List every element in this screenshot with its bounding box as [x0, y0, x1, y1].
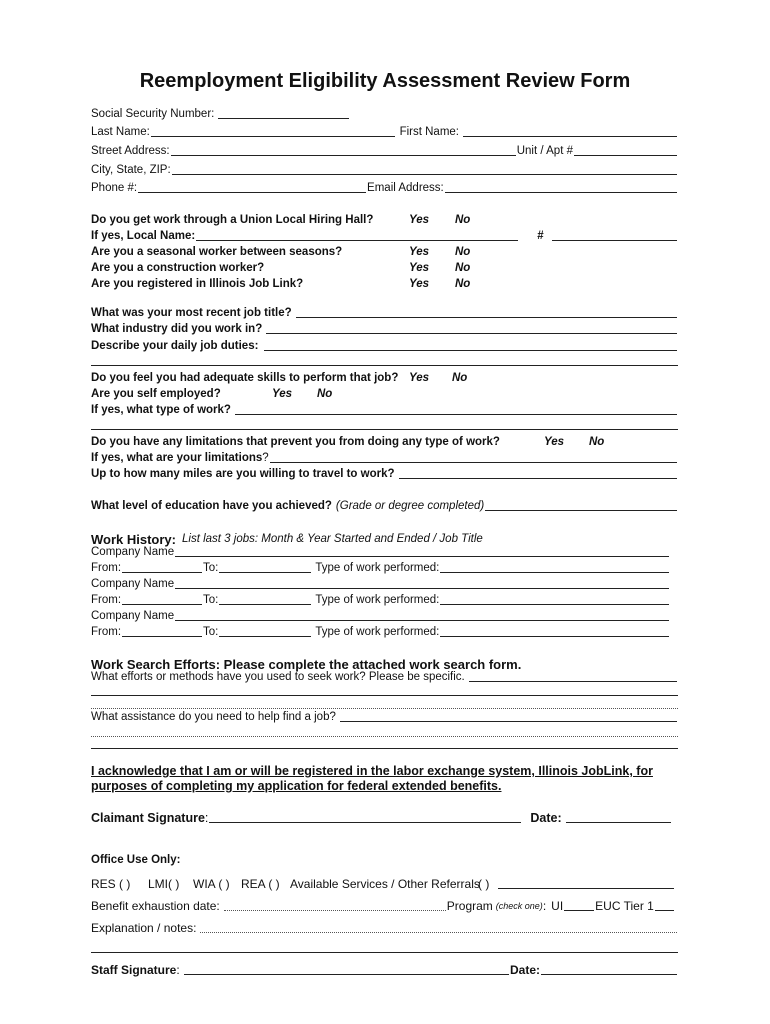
duties-field-2[interactable]	[91, 365, 678, 366]
seasonal-row	[91, 244, 678, 259]
from-field-1[interactable]	[122, 562, 202, 573]
limitations-yes[interactable]: Yes	[544, 436, 565, 448]
travel-field[interactable]	[399, 468, 677, 479]
street-label: Street Address:	[91, 145, 170, 157]
benefit-label: Benefit exhaustion date:	[91, 899, 220, 913]
check-one-label: (check one)	[495, 901, 543, 911]
work-type-field[interactable]	[235, 404, 677, 415]
euc-label: EUC Tier 1	[595, 899, 654, 913]
local-name-field[interactable]	[196, 230, 518, 241]
duties-label: Describe your daily job duties:	[91, 340, 259, 352]
assistance-label: What assistance do you need to help find a job?	[91, 711, 336, 723]
to-label-3: To:	[203, 626, 219, 638]
local-number-field[interactable]	[552, 230, 677, 241]
unit-label: Unit / Apt #	[516, 145, 573, 157]
street-row	[91, 143, 678, 158]
seasonal-label: Are you a seasonal worker between seasons?	[91, 246, 343, 258]
company-row-3	[91, 608, 670, 623]
dates-row-2	[91, 592, 670, 607]
efforts-field-2[interactable]	[91, 695, 678, 696]
ui-label: UI	[551, 899, 564, 913]
type-field-3[interactable]	[440, 626, 669, 637]
phone-row	[91, 180, 678, 195]
page-title: Reemployment Eligibility Assessment Review Form	[139, 70, 631, 92]
local-name-label: If yes, Local Name:	[91, 230, 196, 242]
benefit-row	[91, 898, 675, 913]
travel-label: Up to how many miles are you willing to travel to work?	[91, 468, 395, 480]
dates-row-3	[91, 624, 670, 639]
type-field-1[interactable]	[440, 562, 669, 573]
type-label-1: Type of work performed:	[315, 562, 440, 574]
local-number-label: #	[537, 230, 544, 242]
acknowledgement-text: I acknowledge that I am or will be registered in the labor exchange system, Illinois JobLink, for purposes of completing my application for federal extended benefits.	[91, 764, 653, 793]
company-label-1: Company Name	[91, 546, 175, 558]
education-row	[91, 498, 678, 513]
seasonal-no[interactable]: No	[455, 246, 471, 258]
joblink-no[interactable]: No	[455, 278, 471, 290]
explanation-field[interactable]	[200, 922, 677, 933]
skills-no[interactable]: No	[452, 372, 468, 384]
company-field-1[interactable]	[175, 546, 669, 557]
industry-label: What industry did you work in?	[91, 323, 263, 335]
office-use-heading: Office Use Only:	[91, 854, 181, 866]
claimant-signature-field[interactable]	[209, 812, 521, 823]
program-label: Program	[446, 899, 493, 913]
ui-field[interactable]	[564, 900, 594, 911]
city-row	[91, 162, 678, 177]
phone-label: Phone #:	[91, 182, 138, 194]
construction-yes[interactable]: Yes	[409, 262, 430, 274]
to-label-2: To:	[203, 594, 219, 606]
travel-row	[91, 466, 678, 481]
job-title-label: What was your most recent job title?	[91, 307, 292, 319]
company-row-1	[91, 544, 670, 559]
claimant-signature-row	[91, 808, 672, 825]
work-type-row	[91, 402, 678, 417]
joblink-row	[91, 276, 678, 291]
company-label-2: Company Name	[91, 578, 175, 590]
job-title-field[interactable]	[296, 307, 677, 318]
assistance-field[interactable]	[340, 711, 677, 722]
assistance-field-2[interactable]	[91, 736, 678, 737]
company-row-2	[91, 576, 670, 591]
type-field-2[interactable]	[440, 594, 669, 605]
claimant-date-field[interactable]	[566, 812, 671, 823]
seasonal-yes[interactable]: Yes	[409, 246, 430, 258]
efforts-row	[91, 669, 678, 684]
work-history-subtitle: List last 3 jobs: Month & Year Started and Ended / Job Title	[182, 533, 483, 545]
from-field-2[interactable]	[122, 594, 202, 605]
local-name-row	[91, 228, 678, 243]
skills-yes[interactable]: Yes	[409, 372, 430, 384]
claimant-date-label: Date:	[530, 811, 562, 825]
benefit-field[interactable]	[224, 900, 446, 911]
type-label-3: Type of work performed:	[315, 626, 440, 638]
program-colon: :	[542, 899, 547, 913]
name-row	[91, 124, 678, 139]
construction-label: Are you a construction worker?	[91, 262, 265, 274]
duties-field[interactable]	[264, 340, 677, 351]
self-employed-row	[91, 386, 678, 401]
first-name-label: First Name:	[399, 126, 459, 138]
work-type-field-2[interactable]	[91, 429, 678, 430]
construction-no[interactable]: No	[455, 262, 471, 274]
education-field[interactable]	[485, 500, 677, 511]
limitations-detail-row	[91, 450, 678, 465]
wia-check[interactable]: WIA ( )	[193, 877, 230, 891]
from-label-3: From:	[91, 626, 122, 638]
to-field-3[interactable]	[219, 626, 311, 637]
services-field[interactable]	[498, 878, 674, 889]
dates-row-1	[91, 560, 670, 575]
staff-date-field[interactable]	[541, 964, 677, 975]
limitations-detail-label: If yes, what are your limitations	[91, 452, 263, 464]
rea-check[interactable]: REA ( )	[241, 877, 280, 891]
first-name-field[interactable]	[463, 126, 677, 137]
self-employed-no[interactable]: No	[317, 388, 333, 400]
joblink-label: Are you registered in Illinois Job Link?	[91, 278, 304, 290]
res-check[interactable]: RES ( )	[91, 877, 131, 891]
city-label: City, State, ZIP:	[91, 164, 171, 176]
industry-row	[91, 321, 678, 336]
staff-signature-row	[91, 962, 678, 977]
phone-field[interactable]	[138, 182, 366, 193]
unit-field[interactable]	[574, 145, 677, 156]
email-label: Email Address:	[367, 182, 444, 194]
education-hint: (Grade or degree completed)	[335, 500, 485, 512]
euc-field[interactable]	[655, 900, 674, 911]
explanation-row	[91, 920, 678, 935]
self-employed-yes[interactable]: Yes	[272, 388, 293, 400]
limitations-no[interactable]: No	[589, 436, 605, 448]
limitations-question-mark: ?	[262, 452, 269, 464]
explanation-label: Explanation / notes:	[91, 921, 197, 935]
city-field[interactable]	[172, 164, 677, 175]
to-label-1: To:	[203, 562, 219, 574]
ssn-field[interactable]	[218, 108, 349, 119]
office-use-heading-row	[91, 852, 678, 867]
services-label: Available Services / Other Referrals	[290, 877, 480, 891]
claimant-signature-label: Claimant Signature	[91, 811, 205, 825]
duties-row	[91, 338, 678, 353]
assistance-field-3[interactable]	[91, 748, 678, 749]
education-label: What level of education have you achieved?	[91, 500, 332, 512]
union-q1-row	[91, 212, 678, 227]
self-employed-label: Are you self employed?	[91, 388, 221, 400]
staff-date-label: Date:	[509, 963, 540, 977]
company-field-3[interactable]	[175, 610, 669, 621]
union-q1-no[interactable]: No	[455, 214, 471, 226]
skills-row	[91, 370, 678, 385]
efforts-label: What efforts or methods have you used to seek work? Please be specific.	[91, 671, 465, 683]
claimant-signature-colon: :	[204, 811, 209, 825]
staff-signature-colon: :	[176, 963, 180, 977]
efforts-field[interactable]	[469, 671, 677, 682]
to-field-1[interactable]	[219, 562, 311, 573]
limitations-detail-field[interactable]	[270, 452, 677, 463]
company-label-3: Company Name	[91, 610, 175, 622]
ssn-label: Social Security Number:	[91, 108, 215, 120]
job-title-row	[91, 305, 678, 320]
staff-signature-field[interactable]	[184, 964, 509, 975]
union-q1-label: Do you get work through a Union Local Hiring Hall?	[91, 214, 374, 226]
to-field-2[interactable]	[219, 594, 311, 605]
construction-row	[91, 260, 678, 275]
ssn-row	[91, 106, 350, 121]
work-history-title: Work History:	[91, 532, 176, 547]
office-checks-row	[91, 876, 675, 891]
type-label-2: Type of work performed:	[315, 594, 440, 606]
email-field[interactable]	[445, 182, 677, 193]
last-name-field[interactable]	[151, 126, 395, 137]
from-label-2: From:	[91, 594, 122, 606]
limitations-row	[91, 434, 678, 449]
services-check[interactable]: ( )	[478, 877, 490, 891]
skills-label: Do you feel you had adequate skills to perform that job?	[91, 372, 399, 384]
staff-signature-label: Staff Signature	[91, 963, 177, 977]
last-name-label: Last Name:	[91, 126, 150, 138]
explanation-field-2[interactable]	[91, 952, 678, 953]
company-field-2[interactable]	[175, 578, 669, 589]
union-q1-yes[interactable]: Yes	[409, 214, 430, 226]
from-field-3[interactable]	[122, 626, 202, 637]
industry-field[interactable]	[266, 323, 677, 334]
from-label-1: From:	[91, 562, 122, 574]
assistance-row	[91, 709, 678, 724]
joblink-yes[interactable]: Yes	[409, 278, 430, 290]
street-field[interactable]	[171, 145, 516, 156]
work-type-label: If yes, what type of work?	[91, 404, 231, 416]
lmi-check[interactable]: LMI( )	[148, 877, 180, 891]
work-search-heading: Work Search Efforts: Please complete the attached work search form.	[91, 657, 522, 672]
limitations-label: Do you have any limitations that prevent you from doing any type of work?	[91, 436, 500, 448]
